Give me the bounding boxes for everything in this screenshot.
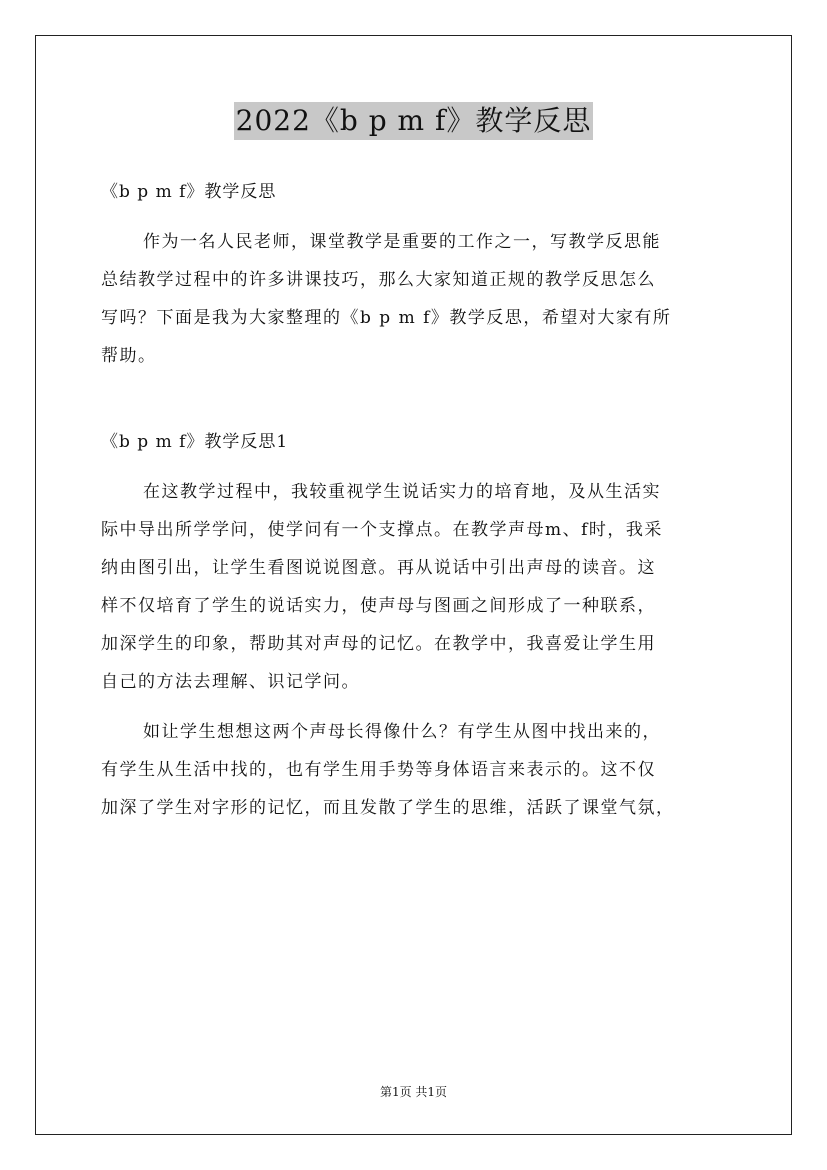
- paragraph-line: 际中导出所学学问，使学问有一个支撑点。在教学声母m、f时，我采: [101, 520, 663, 540]
- title-container: [0, 102, 827, 140]
- page-footer: [0, 1084, 827, 1100]
- paragraph-line: 样不仅培育了学生的说话实力，使声母与图画之间形成了一种联系，: [101, 596, 656, 616]
- paragraph-line: 自己的方法去理解、识记学问。: [101, 672, 360, 692]
- paragraph-line: 写吗？下面是我为大家整理的《b p m f》教学反思，希望对大家有所: [101, 308, 672, 328]
- subtitle-heading: 《b p m f》教学反思: [101, 182, 277, 202]
- paragraph-line: 加深学生的印象，帮助其对声母的记忆。在教学中，我喜爱让学生用: [101, 634, 656, 654]
- section-heading: 《b p m f》教学反思1: [101, 432, 289, 452]
- paragraph-line: 有学生从生活中找的，也有学生用手势等身体语言来表示的。这不仅: [101, 760, 656, 780]
- paragraph-line: 作为一名人民老师，课堂教学是重要的工作之一，写教学反思能: [143, 232, 661, 252]
- document-body: [101, 173, 729, 827]
- paragraph-line: 帮助。: [101, 346, 157, 366]
- document-title: 2022《b p m f》教学反思: [234, 102, 594, 140]
- section-paragraph: [101, 473, 729, 701]
- page-number: 第1页 共1页: [379, 1085, 448, 1099]
- intro-paragraph: [101, 223, 729, 375]
- section-paragraph: [101, 713, 729, 827]
- paragraph-line: 总结教学过程中的许多讲课技巧，那么大家知道正规的教学反思怎么: [101, 270, 656, 290]
- paragraph-line: 如让学生想想这两个声母长得像什么？有学生从图中找出来的，: [143, 722, 661, 742]
- paragraph-line: 加深了学生对字形的记忆，而且发散了学生的思维，活跃了课堂气氛，: [101, 798, 675, 818]
- paragraph-line: 在这教学过程中，我较重视学生说话实力的培育地，及从生活实: [143, 482, 661, 502]
- paragraph-line: 纳由图引出，让学生看图说说图意。再从说话中引出声母的读音。这: [101, 558, 656, 578]
